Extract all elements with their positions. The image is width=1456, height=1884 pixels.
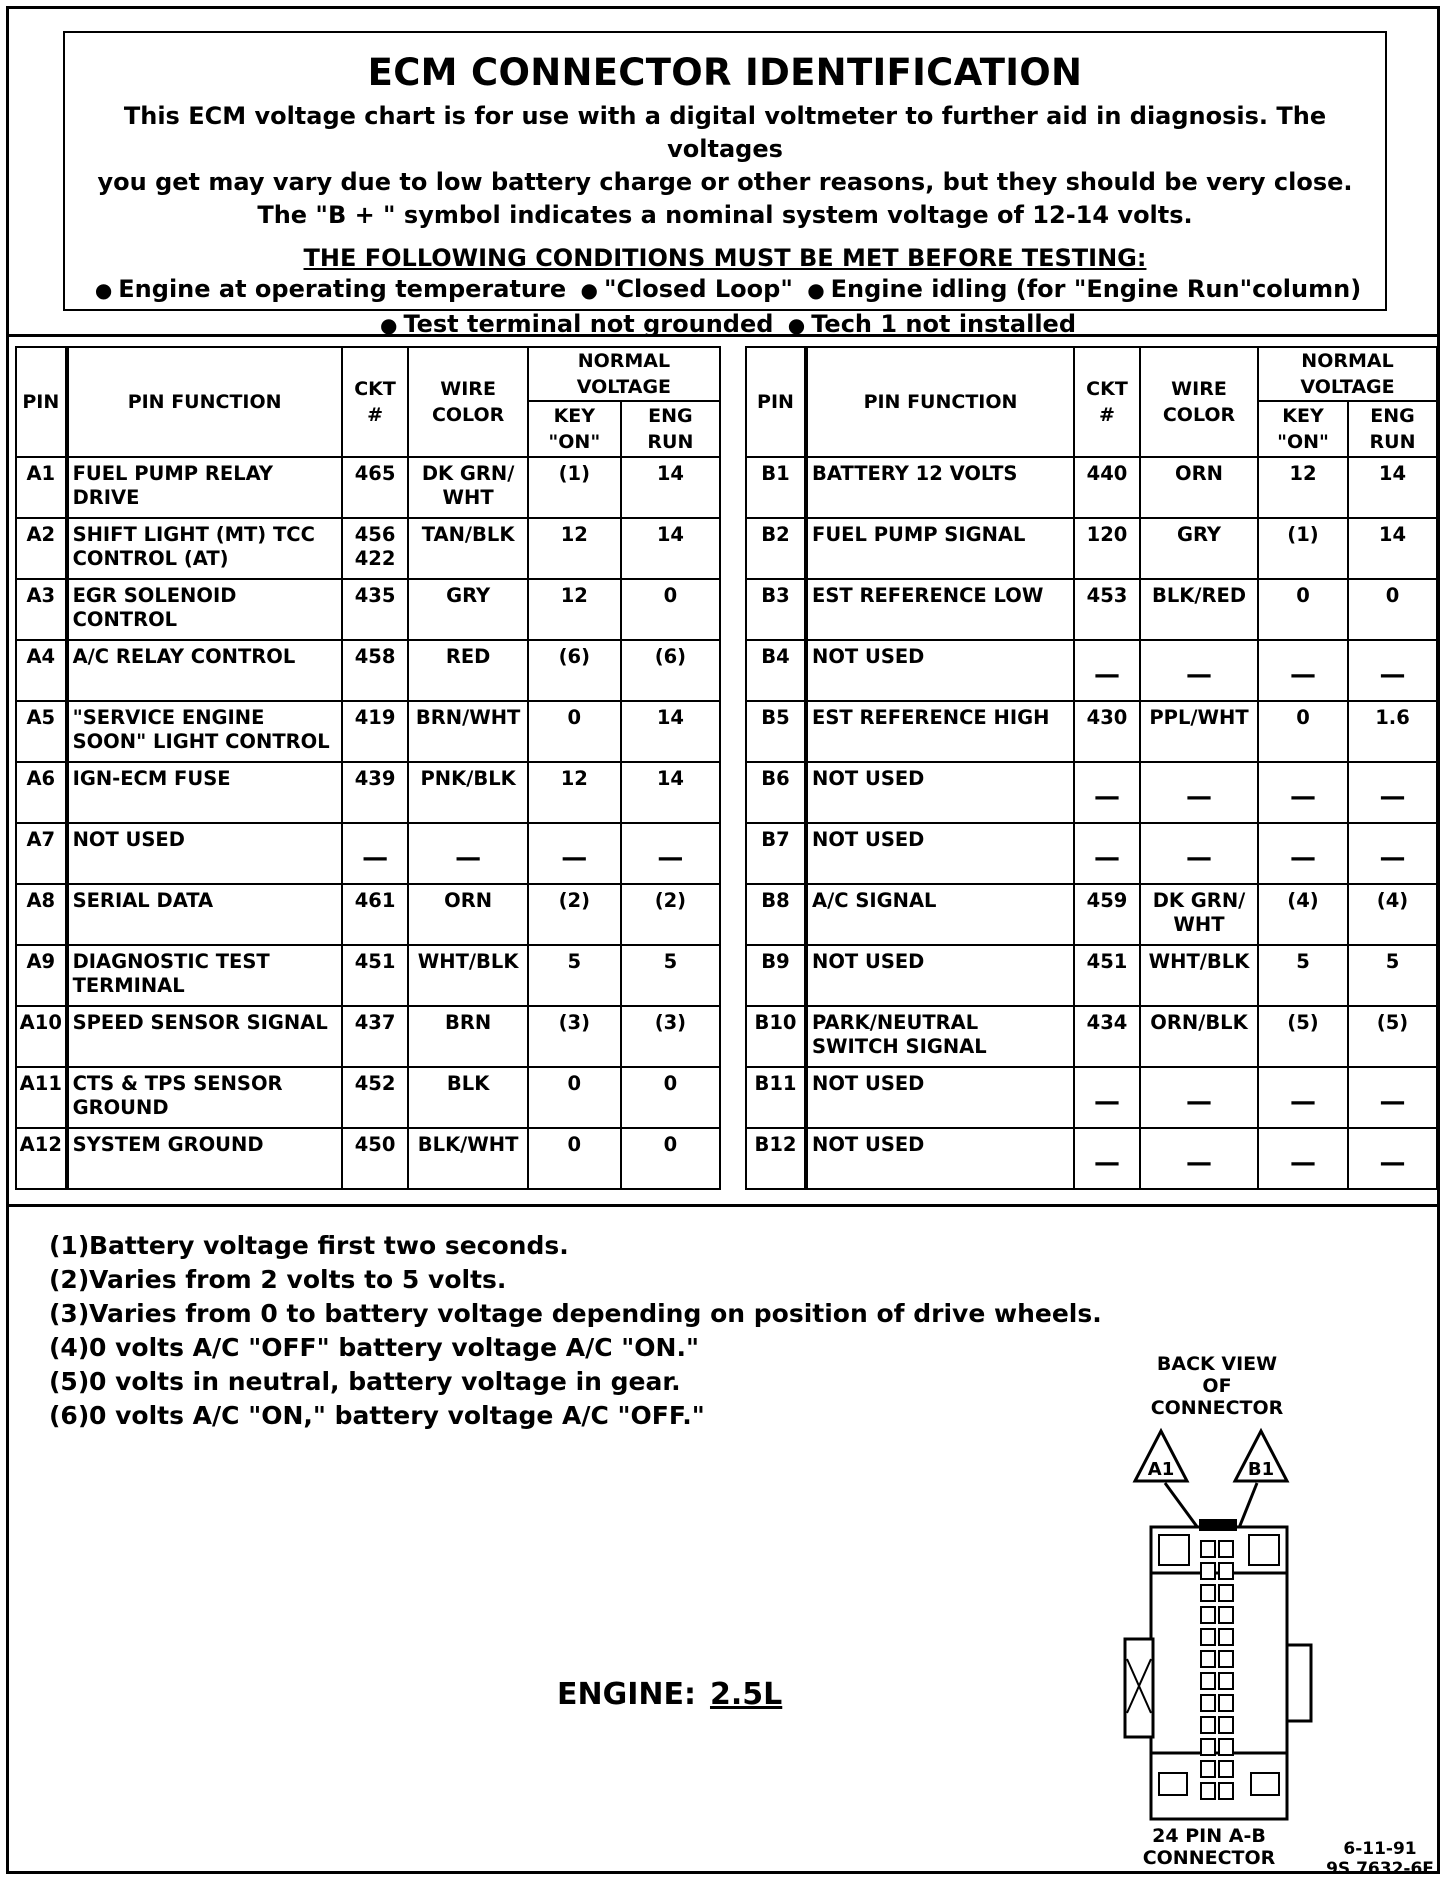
reference-code: 9S 7632-6E (1326, 1859, 1434, 1879)
conditions-line-1 (65, 272, 1385, 307)
eng-run-cell: 14 (621, 518, 720, 579)
wire-cell: — (1140, 1128, 1258, 1189)
ckt-cell: 434 (1074, 1006, 1140, 1067)
pin-cell: B7 (746, 823, 806, 884)
wire-cell: GRY (1140, 518, 1258, 579)
key-on-cell: 0 (1258, 579, 1348, 640)
footnote-number: (1) (49, 1231, 90, 1260)
eng-run-cell: 14 (621, 701, 720, 762)
engine-label (557, 1677, 782, 1712)
key-on-cell: 5 (1258, 945, 1348, 1006)
back-view-line: BACK VIEW (1156, 1353, 1278, 1375)
col-eng-label: ENG (648, 405, 693, 427)
function-cell: A/C SIGNAL (806, 884, 1074, 945)
connector-diagram (1113, 1423, 1323, 1823)
reference-date: 6-11-91 (1343, 1839, 1417, 1859)
pin-cell: A12 (16, 1128, 67, 1189)
key-on-cell: 0 (528, 1128, 621, 1189)
pin-cavity (1201, 1585, 1215, 1601)
table-row (746, 640, 1437, 701)
table-row (16, 884, 720, 945)
pin-cell: A6 (16, 762, 67, 823)
pin-cavity (1219, 1761, 1233, 1777)
ckt-cell: 459 (1074, 884, 1140, 945)
eng-run-cell: 5 (621, 945, 720, 1006)
page-title: ECM CONNECTOR IDENTIFICATION (367, 51, 1083, 94)
function-cell: NOT USED (806, 823, 1074, 884)
key-on-cell: (5) (1258, 1006, 1348, 1067)
pin-cavity (1219, 1541, 1233, 1557)
pin-cavity (1201, 1651, 1215, 1667)
pin-cavity (1219, 1607, 1233, 1623)
eng-run-cell: — (621, 823, 720, 884)
col-eng-run (1348, 401, 1437, 457)
footnote-text: 0 volts in neutral, battery voltage in gear. (89, 1367, 681, 1396)
function-cell: CTS & TPS SENSOR GROUND (67, 1067, 342, 1128)
wire-cell: — (1140, 640, 1258, 701)
col-key-sub: "ON" (1277, 431, 1329, 453)
col-pin: PIN (16, 347, 67, 457)
function-cell: NOT USED (67, 823, 342, 884)
footnote (49, 1229, 1102, 1263)
intro-line-2: you get may vary due to low battery charge or other reasons, but they should be very close. (97, 168, 1353, 196)
footnote-text: 0 volts A/C "OFF" battery voltage A/C "ON." (89, 1333, 699, 1362)
pin-cell: B5 (746, 701, 806, 762)
key-on-cell: — (1258, 1067, 1348, 1128)
pin-cavity (1219, 1673, 1233, 1689)
table-row (16, 640, 720, 701)
key-on-cell: 12 (528, 762, 621, 823)
conditions-title: THE FOLLOWING CONDITIONS MUST BE MET BEFORE TESTING: (303, 244, 1147, 272)
col-key-on (1258, 401, 1348, 457)
ckt-cell: — (1074, 1128, 1140, 1189)
pin-cell: B1 (746, 457, 806, 518)
key-on-cell: 0 (528, 1067, 621, 1128)
eng-run-cell: — (1348, 1067, 1437, 1128)
key-on-cell: 12 (1258, 457, 1348, 518)
eng-run-cell: 5 (1348, 945, 1437, 1006)
pin-cell: B11 (746, 1067, 806, 1128)
col-key-label: KEY (553, 405, 596, 427)
function-cell: A/C RELAY CONTROL (67, 640, 342, 701)
eng-run-cell: 0 (1348, 579, 1437, 640)
ckt-cell: 456 422 (342, 518, 409, 579)
function-cell: NOT USED (806, 640, 1074, 701)
condition-item: Engine idling (for "Engine Run"column) (830, 275, 1362, 303)
wire-cell: WHT/BLK (408, 945, 527, 1006)
col-normal-label: NORMAL (1301, 350, 1394, 372)
col-key-sub: "ON" (548, 431, 601, 453)
col-ckt (342, 347, 409, 457)
function-cell: FUEL PUMP SIGNAL (806, 518, 1074, 579)
ckt-cell: 461 (342, 884, 409, 945)
function-cell: NOT USED (806, 1067, 1074, 1128)
footnote-text: Battery voltage first two seconds. (89, 1231, 569, 1260)
footnote-number: (3) (49, 1299, 90, 1328)
function-cell: SYSTEM GROUND (67, 1128, 342, 1189)
col-normal-voltage (1258, 347, 1437, 401)
col-wire-label: WIRE (1171, 378, 1227, 400)
pin-cavity (1219, 1739, 1233, 1755)
key-on-cell: (6) (528, 640, 621, 701)
wire-cell: GRY (408, 579, 527, 640)
pin-cell: B4 (746, 640, 806, 701)
section-divider (9, 1204, 1437, 1207)
key-on-cell: (1) (528, 457, 621, 518)
pin-cavity (1201, 1783, 1215, 1799)
pin-cell: A4 (16, 640, 67, 701)
key-on-cell: 0 (1258, 701, 1348, 762)
wire-cell: — (408, 823, 527, 884)
pin-cavity (1201, 1563, 1215, 1579)
col-eng-label: ENG (1370, 405, 1415, 427)
pin-cavity (1219, 1651, 1233, 1667)
col-voltage-label: VOLTAGE (576, 376, 672, 398)
ckt-cell: 453 (1074, 579, 1140, 640)
condition-item: Engine at operating temperature (118, 275, 567, 303)
pin-cell: B9 (746, 945, 806, 1006)
col-pin-function: PIN FUNCTION (67, 347, 342, 457)
eng-run-cell: 0 (621, 1067, 720, 1128)
eng-run-cell: 0 (621, 579, 720, 640)
back-view-line: CONNECTOR (1150, 1397, 1284, 1419)
ckt-cell: — (1074, 823, 1140, 884)
col-wire (408, 347, 527, 457)
key-on-cell: 12 (528, 579, 621, 640)
key-on-cell: — (1258, 640, 1348, 701)
footnote-text: Varies from 0 to battery voltage depending on position of drive wheels. (89, 1299, 1102, 1328)
ckt-cell: — (1074, 762, 1140, 823)
table-row (746, 1128, 1437, 1189)
pin-cavity (1219, 1783, 1233, 1799)
pin-cell: B12 (746, 1128, 806, 1189)
col-voltage-label: VOLTAGE (1300, 376, 1395, 398)
key-on-cell: (2) (528, 884, 621, 945)
col-wire-sub: COLOR (431, 404, 505, 426)
footnote-number: (4) (49, 1333, 90, 1362)
footnote (49, 1331, 1102, 1365)
pin-cavity (1201, 1761, 1215, 1777)
eng-run-cell: (4) (1348, 884, 1437, 945)
pin-cell: B8 (746, 884, 806, 945)
ckt-cell: 440 (1074, 457, 1140, 518)
footnote-number: (2) (49, 1265, 90, 1294)
eng-run-cell: — (1348, 640, 1437, 701)
footnote-text: Varies from 2 volts to 5 volts. (89, 1265, 507, 1294)
col-normal-voltage (528, 347, 720, 401)
ckt-cell: 451 (342, 945, 409, 1006)
function-cell: NOT USED (806, 1128, 1074, 1189)
document-page (6, 6, 1440, 1879)
wire-cell: ORN (1140, 457, 1258, 518)
eng-run-cell: 14 (1348, 457, 1437, 518)
ckt-cell: 450 (342, 1128, 409, 1189)
ckt-cell: 452 (342, 1067, 409, 1128)
col-ckt-sub: # (367, 404, 384, 426)
pin-cavity (1219, 1695, 1233, 1711)
table-row (746, 884, 1437, 945)
condition-item: "Closed Loop" (603, 275, 793, 303)
col-eng-sub: RUN (647, 431, 694, 453)
table-row (16, 945, 720, 1006)
eng-run-cell: 0 (621, 1128, 720, 1189)
wire-cell: WHT/BLK (1140, 945, 1258, 1006)
col-pin: PIN (746, 347, 806, 457)
eng-run-cell: (6) (621, 640, 720, 701)
condition-item: Tech 1 not installed (811, 310, 1076, 338)
pin-cavity (1219, 1629, 1233, 1645)
marker-a1-label: A1 (1147, 1459, 1175, 1480)
connector-caption-line: 24 PIN A-B (1152, 1825, 1266, 1847)
ckt-cell: 435 (342, 579, 409, 640)
wire-cell: — (1140, 762, 1258, 823)
footnote (49, 1365, 1102, 1399)
col-wire-sub: COLOR (1162, 404, 1236, 426)
ckt-cell: 451 (1074, 945, 1140, 1006)
wire-cell: BLK/RED (1140, 579, 1258, 640)
back-view-caption (1117, 1353, 1317, 1419)
condition-item: Test terminal not grounded (403, 310, 774, 338)
wire-cell: BRN (408, 1006, 527, 1067)
wire-cell: PPL/WHT (1140, 701, 1258, 762)
col-pin-function: PIN FUNCTION (806, 347, 1074, 457)
document-reference (1325, 1839, 1435, 1879)
wire-cell: BRN/WHT (408, 701, 527, 762)
wire-cell: TAN/BLK (408, 518, 527, 579)
table-row (16, 1067, 720, 1128)
eng-run-cell: 14 (1348, 518, 1437, 579)
intro-line-1: This ECM voltage chart is for use with a digital voltmeter to further aid in diagnosis. The voltages (123, 102, 1327, 163)
back-view-line: OF (1202, 1375, 1232, 1397)
key-on-cell: — (528, 823, 621, 884)
col-wire (1140, 347, 1258, 457)
wire-cell: RED (408, 640, 527, 701)
ckt-cell: 439 (342, 762, 409, 823)
table-row (16, 579, 720, 640)
pin-cell: A1 (16, 457, 67, 518)
ckt-cell: — (342, 823, 409, 884)
table-row (746, 457, 1437, 518)
wire-cell: ORN/BLK (1140, 1006, 1258, 1067)
pin-cell: A11 (16, 1067, 67, 1128)
pin-cell: A5 (16, 701, 67, 762)
bullet-icon: ● (787, 313, 806, 337)
pin-cavity (1201, 1629, 1215, 1645)
ckt-cell: — (1074, 1067, 1140, 1128)
bullet-icon: ● (94, 278, 113, 302)
pin-cell: A2 (16, 518, 67, 579)
footnote (49, 1399, 1102, 1433)
wire-cell: BLK (408, 1067, 527, 1128)
wire-cell: — (1140, 823, 1258, 884)
col-ckt-label: CKT (1086, 378, 1128, 400)
eng-run-cell: — (1348, 823, 1437, 884)
eng-run-cell: (2) (621, 884, 720, 945)
table-row (746, 762, 1437, 823)
table-row (16, 457, 720, 518)
pin-cavity (1201, 1673, 1215, 1689)
wire-cell: PNK/BLK (408, 762, 527, 823)
function-cell: BATTERY 12 VOLTS (806, 457, 1074, 518)
bullet-icon: ● (580, 278, 598, 302)
bullet-icon: ● (379, 313, 398, 337)
table-row (16, 762, 720, 823)
table-row (746, 945, 1437, 1006)
pin-cavity (1219, 1563, 1233, 1579)
table-row (16, 1006, 720, 1067)
pin-cell: A7 (16, 823, 67, 884)
pin-cavity (1219, 1717, 1233, 1733)
col-key-label: KEY (1282, 405, 1324, 427)
pin-cavity (1201, 1717, 1215, 1733)
pin-table-b (745, 346, 1438, 1190)
ckt-cell: 437 (342, 1006, 409, 1067)
col-key-on (528, 401, 621, 457)
key-on-cell: — (1258, 823, 1348, 884)
function-cell: NOT USED (806, 762, 1074, 823)
function-cell: DIAGNOSTIC TEST TERMINAL (67, 945, 342, 1006)
key-on-cell: 5 (528, 945, 621, 1006)
col-eng-run (621, 401, 720, 457)
wire-cell: DK GRN/ WHT (408, 457, 527, 518)
eng-run-cell: 14 (621, 457, 720, 518)
table-row (746, 823, 1437, 884)
ckt-cell: 430 (1074, 701, 1140, 762)
col-ckt (1074, 347, 1140, 457)
eng-run-cell: 1.6 (1348, 701, 1437, 762)
key-on-cell: — (1258, 762, 1348, 823)
function-cell: EST REFERENCE LOW (806, 579, 1074, 640)
eng-run-cell: — (1348, 1128, 1437, 1189)
function-cell: EGR SOLENOID CONTROL (67, 579, 342, 640)
table-row (16, 701, 720, 762)
marker-a1-icon (1135, 1431, 1187, 1481)
key-on-cell: (3) (528, 1006, 621, 1067)
key-on-cell: 0 (528, 701, 621, 762)
col-eng-sub: RUN (1369, 431, 1416, 453)
pin-cell: B6 (746, 762, 806, 823)
ckt-cell: 120 (1074, 518, 1140, 579)
table-row (16, 1128, 720, 1189)
table-row (746, 1067, 1437, 1128)
function-cell: "SERVICE ENGINE SOON" LIGHT CONTROL (67, 701, 342, 762)
pin-cavity (1201, 1541, 1215, 1557)
table-row (16, 823, 720, 884)
pin-cell: A8 (16, 884, 67, 945)
pin-cavity (1219, 1585, 1233, 1601)
function-cell: SHIFT LIGHT (MT) TCC CONTROL (AT) (67, 518, 342, 579)
table-row (746, 579, 1437, 640)
function-cell: EST REFERENCE HIGH (806, 701, 1074, 762)
footnote-text: 0 volts A/C "ON," battery voltage A/C "OFF." (89, 1401, 705, 1430)
footnote-number: (6) (49, 1401, 90, 1430)
col-ckt-sub: # (1099, 404, 1115, 426)
function-cell: FUEL PUMP RELAY DRIVE (67, 457, 342, 518)
pin-cell: A10 (16, 1006, 67, 1067)
intro-line-3: The "B + " symbol indicates a nominal system voltage of 12-14 volts. (257, 201, 1193, 229)
footnote (49, 1263, 1102, 1297)
key-on-cell: (4) (1258, 884, 1348, 945)
col-normal-label: NORMAL (577, 350, 671, 372)
pin-table-a (15, 346, 721, 1190)
key-on-cell: — (1258, 1128, 1348, 1189)
engine-label-text: ENGINE: (557, 1677, 696, 1712)
pin-cell: B10 (746, 1006, 806, 1067)
col-ckt-label: CKT (354, 378, 396, 400)
pin-cavity (1201, 1739, 1215, 1755)
function-cell: NOT USED (806, 945, 1074, 1006)
wire-cell: BLK/WHT (408, 1128, 527, 1189)
marker-b1-label: B1 (1247, 1459, 1275, 1480)
ckt-cell: 419 (342, 701, 409, 762)
table-row (746, 701, 1437, 762)
eng-run-cell: 14 (621, 762, 720, 823)
section-divider (9, 334, 1437, 337)
eng-run-cell: (5) (1348, 1006, 1437, 1067)
connector-caption-line: CONNECTOR (1142, 1847, 1276, 1869)
pin-cell: A3 (16, 579, 67, 640)
eng-run-cell: (3) (621, 1006, 720, 1067)
pin-cavity (1201, 1695, 1215, 1711)
pin-cell: A9 (16, 945, 67, 1006)
ckt-cell: — (1074, 640, 1140, 701)
eng-run-cell: — (1348, 762, 1437, 823)
function-cell: PARK/NEUTRAL SWITCH SIGNAL (806, 1006, 1074, 1067)
footnote (49, 1297, 1102, 1331)
col-wire-label: WIRE (440, 378, 496, 400)
ckt-cell: 458 (342, 640, 409, 701)
table-row (746, 1006, 1437, 1067)
bullet-icon: ● (807, 278, 825, 302)
ckt-cell: 465 (342, 457, 409, 518)
pin-cell: B3 (746, 579, 806, 640)
wire-cell: — (1140, 1067, 1258, 1128)
marker-b1-icon (1235, 1431, 1287, 1481)
pin-cell: B2 (746, 518, 806, 579)
wire-cell: DK GRN/ WHT (1140, 884, 1258, 945)
table-row (16, 518, 720, 579)
engine-value: 2.5L (709, 1677, 783, 1712)
footnotes (49, 1229, 1102, 1433)
pin-cavity (1201, 1607, 1215, 1623)
function-cell: IGN-ECM FUSE (67, 762, 342, 823)
header-box (63, 31, 1387, 338)
function-cell: SPEED SENSOR SIGNAL (67, 1006, 342, 1067)
table-row (746, 518, 1437, 579)
footnote-number: (5) (49, 1367, 90, 1396)
wire-cell: ORN (408, 884, 527, 945)
key-on-cell: 12 (528, 518, 621, 579)
function-cell: SERIAL DATA (67, 884, 342, 945)
key-on-cell: (1) (1258, 518, 1348, 579)
connector-caption (1119, 1825, 1299, 1869)
